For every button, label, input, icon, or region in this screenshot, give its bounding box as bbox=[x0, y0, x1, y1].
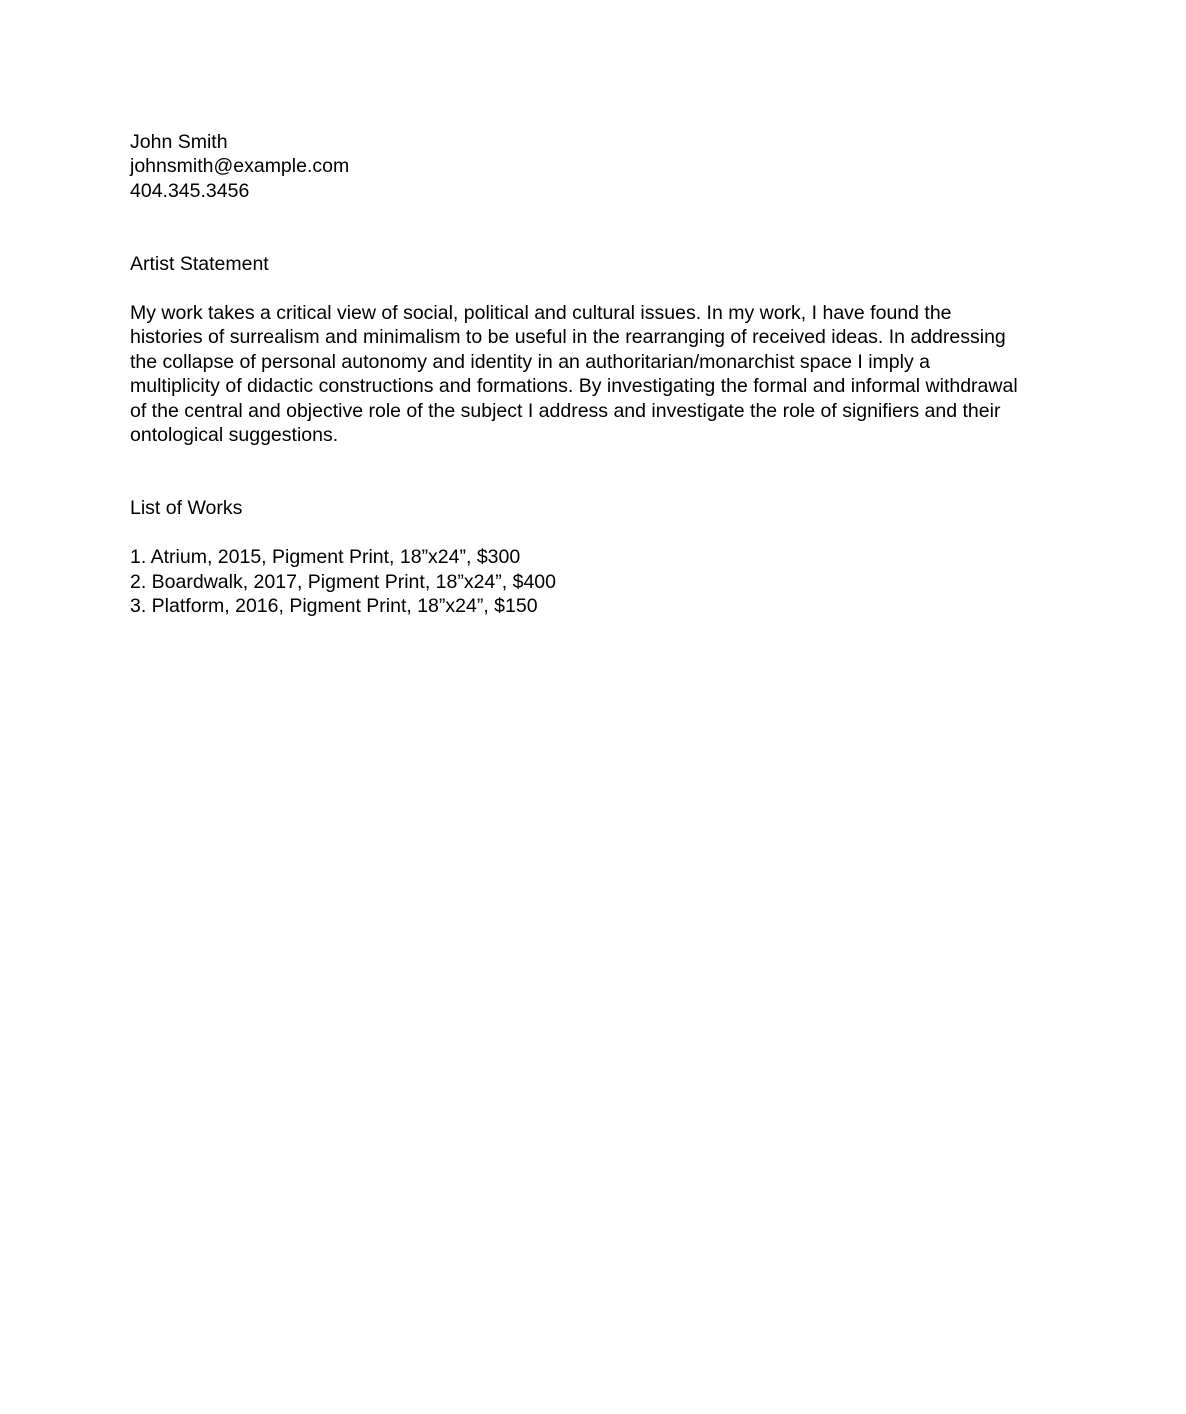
artist-email: johnsmith@example.com bbox=[130, 155, 350, 178]
artist-statement-body: My work takes a critical view of social, political and cultural issues. In my work, I have found the histories of surrealism and minimalism to be useful in the rearranging of received ideas. In addressing the collapse of personal autonomy and identity in an authoritarian/monarchist space I imply a multiplicity of didactic constructions and formations. By investigating the formal and informal withdrawal of the central and objective role of the subject I address and investigate the role of signifiers and their ontological suggestions. bbox=[130, 302, 1018, 447]
contact-block bbox=[130, 130, 1186, 203]
list-of-works-heading: List of Works bbox=[130, 497, 243, 520]
works-list bbox=[130, 545, 1186, 618]
list-item: 3. Platform, 2016, Pigment Print, 18”x24”, $150 bbox=[130, 595, 538, 618]
list-item: 2. Boardwalk, 2017, Pigment Print, 18”x24”, $400 bbox=[130, 570, 556, 593]
artist-name: John Smith bbox=[130, 131, 228, 153]
artist-statement-heading: Artist Statement bbox=[130, 253, 269, 276]
artist-phone: 404.345.3456 bbox=[130, 179, 250, 202]
list-item: 1. Atrium, 2015, Pigment Print, 18”x24”, $300 bbox=[130, 546, 521, 569]
